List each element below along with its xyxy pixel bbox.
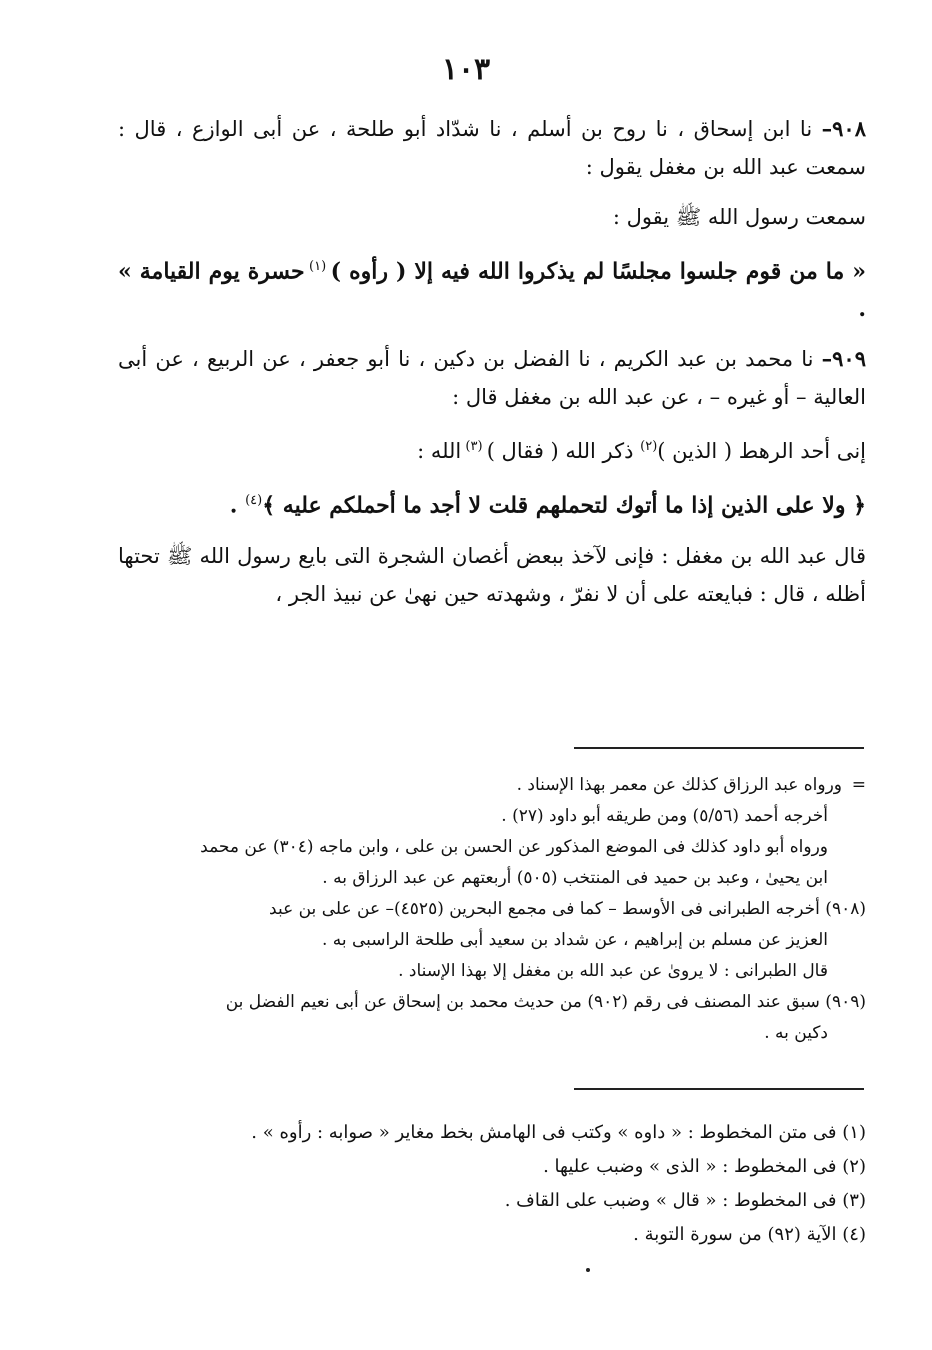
quran-verse-text: ﴿ ولا على الذين إذا ما أتوك لتحملهم قلت لا أجد ما أحملكم عليه ﴾: [262, 492, 866, 519]
footnote-2: (٢) فى المخطوط : « الذى » وضبب عليها .: [543, 1156, 866, 1177]
hadith-908-matn-a: « ما من قوم جلسوا مجلسًا لم يذكروا الله فيه إلا ( رأوه ): [330, 258, 866, 285]
note-line: العزيز عن مسلم بن إبراهيم ، عن شداد بن سعيد أبى طلحة الراسبى به .: [321, 930, 828, 950]
hadith-908-line: سمعت رسول الله ﷺ يقول :: [612, 205, 866, 229]
quran-verse: [118, 482, 866, 524]
takhrij-notes: [118, 770, 866, 1049]
note-line: قال الطبرانى : لا يروىٰ عن عبد الله بن مغفل إلا بهذا الإسناد .: [398, 961, 828, 981]
footnote-ref-3: (٣): [461, 439, 487, 455]
hadith-909-line-c: الله :: [417, 439, 462, 464]
hadith-909-line-a: إنى أحد الرهط ( الذين ): [657, 439, 866, 464]
hadith-909-line-b: ذكر الله ( فقال ): [486, 439, 641, 464]
quran-verse-end: .: [229, 492, 246, 519]
hadith-908-chain: نا ابن إسحاق ، نا روح بن أسلم ، نا شدّاد أبو طلحة ، عن أبى الوازع ، قال : سمعت عبد الله بن مغفل يقول :: [118, 117, 866, 179]
hadith-909-number: ٩٠٩–: [821, 346, 866, 372]
footnote-ref-4: (٤): [245, 493, 263, 509]
footnote-ref-2: (٢): [640, 439, 658, 455]
note-line: ابن يحيىٰ ، وعبد بن حميد فى المنتخب (٥٠٥) أربعتهم عن عبد الرزاق به .: [322, 868, 828, 888]
hadith-908-isnad: [118, 110, 866, 186]
footnote-ref-1: (١): [304, 259, 331, 274]
note-line: [118, 770, 866, 801]
hadith-908-matn-b: حسرة يوم القيامة » .: [118, 258, 866, 323]
note-text: ورواه عبد الرزاق كذلك عن معمر بهذا الإسناد .: [516, 775, 842, 795]
hadith-909-narration: قال عبد الله بن مغفل : فإنى لآخذ ببعض أغصان الشجرة التى بايع رسول الله ﷺ تحتها أظله ، قال : فبايعته على أن لا نفرّ ، وشهدته حين نهىٰ عن نبيذ الجر ،: [118, 543, 866, 606]
note-line: دكين به .: [764, 1023, 828, 1043]
footnote-3: (٣) فى المخطوط : « قال » وضبب على القاف .: [504, 1190, 866, 1211]
footnotes: [118, 1116, 866, 1252]
main-text: [118, 110, 866, 625]
hadith-909-chain: نا محمد بن عبد الكريم ، نا الفضل بن دكين ، نا أبو جعفر ، عن الربيع ، عن أبى العالية – أو غيره – ، عن عبد الله بن مغفل قال :: [118, 347, 866, 410]
note-line: ورواه أبو داود كذلك فى الموضع المذكور عن الحسن بن على ، وابن ماجه (٣٠٤) عن محمد: [200, 837, 828, 857]
page-number: ١٠٣: [441, 52, 491, 87]
hadith-909-line: [118, 428, 866, 470]
note-line: (٩٠٨) أخرجه الطبرانى فى الأوسط – كما فى مجمع البحرين (٤٥٢٥)– عن على بن عبد: [269, 899, 866, 919]
continuation-mark: =: [851, 775, 866, 795]
note-line: (٩٠٩) سبق عند المصنف فى رقم (٩٠٢) من حديث محمد بن إسحاق عن أبى نعيم الفضل بن: [225, 992, 866, 1012]
print-dot: [586, 1268, 590, 1272]
hadith-908-number: ٩٠٨–: [821, 116, 866, 141]
notes-divider: [574, 747, 864, 749]
note-line: أخرجه أحمد (٥/٥٦) ومن طريقه أبو داود (٢٧) .: [501, 806, 828, 826]
hadith-909-isnad: [118, 340, 866, 416]
footnote-4: (٤) الآية (٩٢) من سورة التوبة .: [633, 1224, 866, 1245]
footnotes-divider: [574, 1088, 864, 1090]
hadith-908-matn: [118, 248, 866, 328]
footnote-1: (١) فى متن المخطوط : « داوه » وكتب فى الهامش بخط مغاير « صوابه : رأوه » .: [251, 1122, 866, 1143]
